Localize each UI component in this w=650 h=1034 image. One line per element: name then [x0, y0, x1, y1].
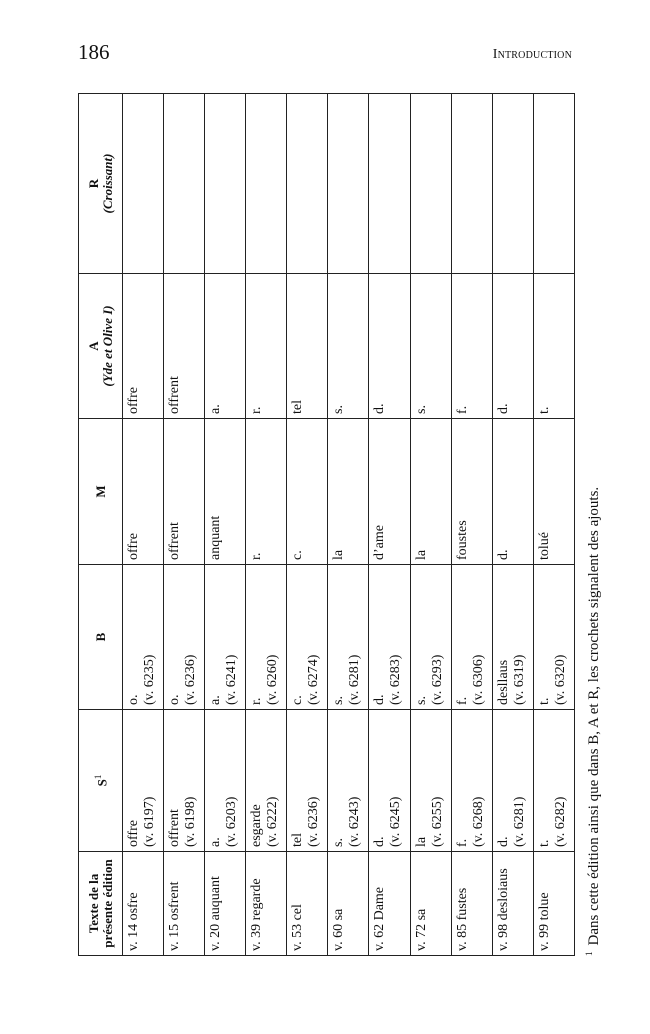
cell-edition	[246, 852, 287, 956]
table-row	[410, 94, 451, 956]
cell-edition	[533, 852, 574, 956]
cell-a	[410, 274, 451, 419]
cell-s	[205, 710, 246, 852]
cell-m	[369, 419, 410, 565]
cell-b	[492, 565, 533, 710]
variants-table	[78, 93, 575, 956]
header-m	[79, 419, 123, 565]
cell-b-value: o.	[167, 694, 183, 705]
cell-s-verse-ref: (v. 6268)	[470, 796, 486, 847]
cell-b-value: s.	[413, 696, 429, 705]
header-s-footnote-mark: 1	[93, 774, 104, 780]
cell-b	[123, 565, 164, 710]
cell-s-value: a.	[208, 837, 224, 847]
table-header-row	[79, 94, 123, 956]
table-row	[123, 94, 164, 956]
cell-s-value: offrent	[167, 809, 183, 847]
cell-b	[451, 565, 492, 710]
table-row	[164, 94, 205, 956]
cell-m	[328, 419, 369, 565]
cell-m	[287, 419, 328, 565]
header-r-label: R	[85, 178, 101, 189]
cell-s-verse-ref: (v. 6245)	[388, 796, 404, 847]
cell-b-verse-ref: (v. 6306)	[470, 654, 486, 705]
cell-a-value: s.	[413, 405, 429, 414]
table-row	[287, 94, 328, 956]
cell-m-value: anquant	[208, 515, 224, 560]
cell-a	[164, 274, 205, 419]
table-row	[492, 94, 533, 956]
cell-m-value: d.	[495, 549, 511, 560]
cell-a-value: d.	[495, 403, 511, 414]
cell-b	[287, 565, 328, 710]
header-edition-label: Texte de la présente édition	[85, 859, 115, 948]
header-r	[79, 94, 123, 274]
cell-a	[287, 274, 328, 419]
table-row	[533, 94, 574, 956]
cell-s	[287, 710, 328, 852]
table-row	[205, 94, 246, 956]
table-row	[369, 94, 410, 956]
cell-edition-value: v. 72 sa	[413, 908, 429, 951]
cell-b-verse-ref: (v. 6283)	[388, 654, 404, 705]
cell-m	[205, 419, 246, 565]
cell-s-value: s.	[331, 838, 347, 847]
cell-s-value: la	[413, 836, 429, 847]
cell-r	[205, 94, 246, 274]
cell-s	[533, 710, 574, 852]
cell-m	[123, 419, 164, 565]
cell-a	[369, 274, 410, 419]
cell-a-value: a.	[208, 404, 224, 414]
table-row	[451, 94, 492, 956]
cell-s-value: f.	[454, 838, 470, 847]
cell-edition-value: v. 62 Dame	[372, 886, 388, 951]
cell-b	[410, 565, 451, 710]
footnote-frame	[578, 440, 600, 956]
cell-m-value: c.	[290, 550, 306, 560]
cell-b-value: c.	[290, 695, 306, 705]
cell-s-verse-ref: (v. 6197)	[142, 796, 157, 847]
cell-s-value: tel	[290, 833, 306, 847]
cell-a	[492, 274, 533, 419]
cell-b-value: a.	[208, 695, 224, 705]
cell-m-value: foustes	[454, 520, 470, 560]
cell-edition-value: v. 53 cel	[290, 904, 306, 951]
cell-b	[328, 565, 369, 710]
header-a-label: A	[85, 341, 101, 351]
cell-m-value: offre	[126, 533, 141, 560]
cell-b-value: d.	[372, 694, 388, 705]
cell-b	[164, 565, 205, 710]
cell-a-value: t.	[536, 406, 552, 414]
cell-m	[533, 419, 574, 565]
cell-edition-value: v. 98 desloiaus	[495, 868, 511, 951]
cell-b	[369, 565, 410, 710]
cell-r	[492, 94, 533, 274]
cell-a-value: tel	[290, 400, 306, 414]
footnote-mark: 1	[584, 951, 594, 956]
cell-a	[123, 274, 164, 419]
cell-edition	[205, 852, 246, 956]
header-b	[79, 565, 123, 710]
cell-b	[205, 565, 246, 710]
cell-b-value: o.	[126, 694, 141, 705]
cell-b-verse-ref: (v. 6241)	[224, 654, 240, 705]
cell-s-verse-ref: (v. 6281)	[511, 796, 527, 847]
footnote-text: Dans cette édition ainsi que dans B, A et R, les crochets signalent des ajouts.	[586, 486, 602, 946]
cell-s	[123, 710, 164, 852]
cell-a	[451, 274, 492, 419]
cell-b-value: f.	[454, 696, 470, 705]
cell-a-value: r.	[249, 406, 265, 414]
cell-edition-value: v. 39 regarde	[249, 878, 265, 951]
cell-r	[287, 94, 328, 274]
cell-a-value: d.	[372, 403, 388, 414]
cell-s-verse-ref: (v. 6255)	[429, 796, 445, 847]
cell-s	[328, 710, 369, 852]
cell-r	[410, 94, 451, 274]
cell-s-value: t.	[536, 839, 552, 847]
cell-s	[492, 710, 533, 852]
cell-b	[533, 565, 574, 710]
header-m-label: M	[92, 485, 108, 498]
cell-s-value: esgarde	[249, 804, 265, 847]
cell-edition	[410, 852, 451, 956]
cell-edition-value: v. 15 osfrent	[167, 881, 183, 951]
cell-edition-value: v. 99 tolue	[536, 892, 552, 951]
cell-m	[492, 419, 533, 565]
cell-s	[410, 710, 451, 852]
cell-a-value: f.	[454, 405, 470, 414]
cell-m	[410, 419, 451, 565]
cell-s-verse-ref: (v. 6198)	[183, 796, 199, 847]
cell-edition	[287, 852, 328, 956]
cell-edition	[164, 852, 205, 956]
cell-s-verse-ref: (v. 6203)	[224, 796, 240, 847]
cell-m	[164, 419, 205, 565]
cell-r	[164, 94, 205, 274]
cell-s	[451, 710, 492, 852]
cell-s-verse-ref: (v. 6222)	[265, 796, 281, 847]
cell-b-value: s.	[331, 696, 347, 705]
cell-edition-value: v. 60 sa	[331, 908, 347, 951]
cell-b-verse-ref: (v. 6260)	[265, 654, 281, 705]
cell-s-verse-ref: (v. 6243)	[347, 796, 363, 847]
cell-b-verse-ref: (v. 6236)	[183, 654, 199, 705]
cell-edition	[492, 852, 533, 956]
cell-s	[164, 710, 205, 852]
cell-b-value: t.	[536, 697, 552, 705]
cell-a	[328, 274, 369, 419]
cell-b-verse-ref: (v. 6235)	[142, 654, 157, 705]
cell-a	[533, 274, 574, 419]
cell-b-verse-ref: (v. 6274)	[306, 654, 322, 705]
cell-m	[246, 419, 287, 565]
cell-edition	[328, 852, 369, 956]
cell-edition-value: v. 14 osfre	[126, 892, 141, 951]
header-edition-text	[79, 852, 123, 956]
running-head: Introduction	[492, 47, 572, 62]
cell-s	[246, 710, 287, 852]
cell-r	[328, 94, 369, 274]
header-a	[79, 274, 123, 419]
cell-s-value: d.	[372, 836, 388, 847]
cell-edition-value: v. 85 fustes	[454, 887, 470, 951]
cell-m-value: r.	[249, 552, 265, 560]
cell-a-value: s.	[331, 405, 347, 414]
cell-b-verse-ref: (v. 6319)	[511, 654, 527, 705]
table-row	[246, 94, 287, 956]
cell-r	[533, 94, 574, 274]
cell-m-value: d’ame	[372, 525, 388, 560]
cell-b	[246, 565, 287, 710]
cell-r	[246, 94, 287, 274]
table-body	[123, 94, 575, 956]
cell-b-value: r.	[249, 697, 265, 705]
table-row	[328, 94, 369, 956]
cell-edition	[123, 852, 164, 956]
header-a-title: (Yde et Olive I)	[99, 305, 115, 387]
rotated-table-container	[78, 94, 575, 956]
page-number: 186	[78, 40, 110, 64]
cell-m	[451, 419, 492, 565]
cell-a-value: offrent	[167, 376, 183, 414]
header-s-label: S	[94, 779, 110, 787]
cell-b-verse-ref: (v. 6281)	[347, 654, 363, 705]
cell-b-value: desllaus	[495, 659, 511, 705]
cell-r	[369, 94, 410, 274]
header-b-label: B	[92, 632, 108, 642]
cell-a	[246, 274, 287, 419]
cell-a	[205, 274, 246, 419]
cell-b-verse-ref: (v. 6293)	[429, 654, 445, 705]
header-r-title: (Croissant)	[99, 153, 115, 214]
cell-a-value: offre	[126, 387, 141, 414]
footnote	[578, 440, 600, 956]
variants-table-frame	[78, 94, 575, 956]
cell-edition-value: v. 20 auquant	[208, 876, 224, 951]
cell-m-value: la	[413, 549, 429, 560]
cell-s-verse-ref: (v. 6282)	[552, 796, 568, 847]
cell-m-value: offrent	[167, 522, 183, 560]
cell-edition	[369, 852, 410, 956]
cell-s	[369, 710, 410, 852]
header-s	[79, 710, 123, 852]
cell-r	[123, 94, 164, 274]
cell-m-value: la	[331, 549, 347, 560]
cell-m-value: tolué	[536, 532, 552, 560]
cell-r	[451, 94, 492, 274]
cell-s-value: offre	[126, 820, 141, 847]
cell-s-value: d.	[495, 836, 511, 847]
cell-b-verse-ref: (v. 6320)	[552, 654, 568, 705]
cell-s-verse-ref: (v. 6236)	[306, 796, 322, 847]
cell-edition	[451, 852, 492, 956]
